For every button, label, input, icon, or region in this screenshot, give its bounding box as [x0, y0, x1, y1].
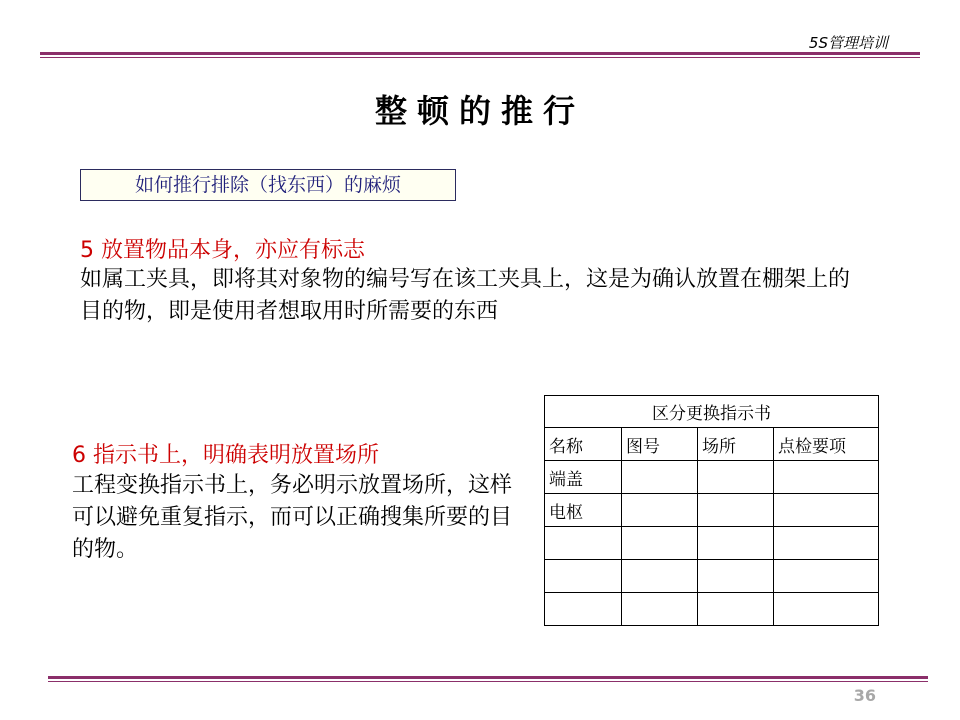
- point-6-body: 工程变换指示书上，务必明示放置场所，这样可以避免重复指示，而可以正确搜集所要的目的物。: [72, 473, 513, 562]
- point-5-body: 如属工夹具，即将其对象物的编号写在该工夹具上，这是为确认放置在棚架上的目的物，即是使用者想取用时所需要的东西: [80, 267, 851, 324]
- table-cell: 电枢: [545, 494, 622, 527]
- table-cell: [622, 494, 698, 527]
- table-cell: [698, 560, 774, 593]
- table-cell: [774, 494, 879, 527]
- table-cell: [545, 527, 622, 560]
- table-cell: [545, 593, 622, 626]
- table-cell: [774, 560, 879, 593]
- point-6-heading: 6 指示书上，明确表明放置场所: [72, 443, 379, 468]
- point-5-heading: 5 放置物品本身，亦应有标志: [80, 238, 365, 263]
- slide-title: 整顿的推行: [374, 92, 585, 130]
- table-row: [545, 593, 879, 626]
- table-header-row: [545, 428, 879, 461]
- table-header-cell: 场所: [698, 428, 774, 461]
- table-header-cell: 图号: [622, 428, 698, 461]
- table-cell: [774, 461, 879, 494]
- table-row: [545, 461, 879, 494]
- table-cell: [622, 461, 698, 494]
- table-cell: 端盖: [545, 461, 622, 494]
- table-cell: [698, 527, 774, 560]
- table-row: [545, 527, 879, 560]
- table-cell: [698, 593, 774, 626]
- page-number: 36: [853, 686, 876, 705]
- subtitle-box: 如何推行排除（找东西）的麻烦: [80, 169, 456, 201]
- table-header-cell: 名称: [545, 428, 622, 461]
- table-cell: [622, 560, 698, 593]
- table-cell: [622, 527, 698, 560]
- table-cell: [774, 527, 879, 560]
- table-cell: [622, 593, 698, 626]
- table-cell: [774, 593, 879, 626]
- table-caption: 区分更换指示书: [545, 396, 879, 428]
- header-label: 5S管理培训: [808, 34, 888, 52]
- table-row: [545, 494, 879, 527]
- table-row: [545, 560, 879, 593]
- table-caption-row: [545, 396, 879, 428]
- table-cell: [545, 560, 622, 593]
- table-header-cell: 点检要项: [774, 428, 879, 461]
- table-cell: [698, 494, 774, 527]
- instruction-form-table: [544, 395, 879, 626]
- table-cell: [698, 461, 774, 494]
